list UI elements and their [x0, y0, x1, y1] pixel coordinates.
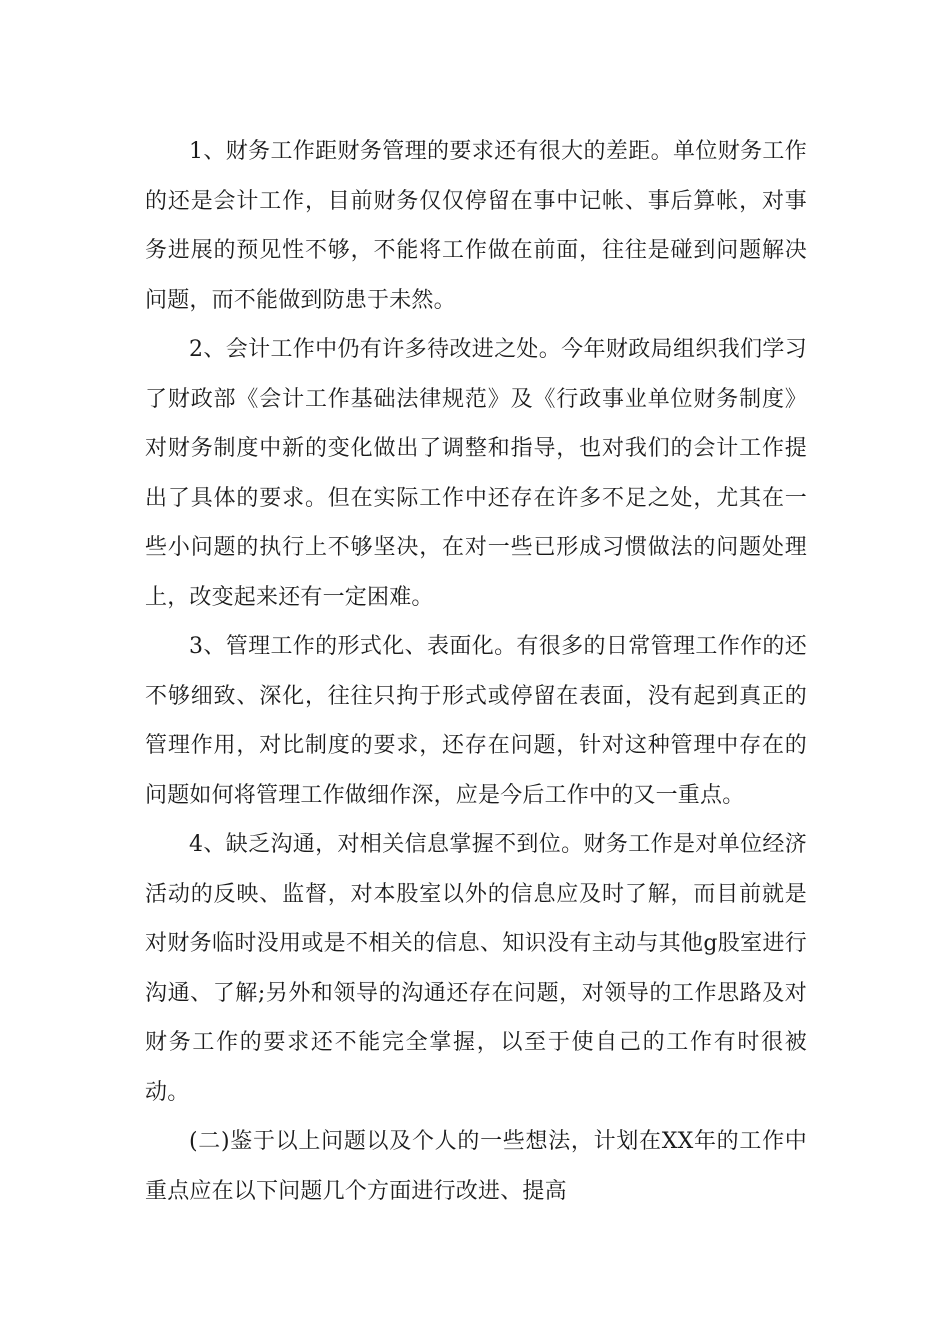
- paragraph-3: 3、管理工作的形式化、表面化。有很多的日常管理工作作的还不够细致、深化，往往只拘于形式或停留在表面，没有起到真正的管理作用，对比制度的要求，还存在问题，针对这种管理中存在的问题如何将管理工作做细作深，应是今后工作中的又一重点。: [145, 634, 807, 808]
- paragraph-2: 2、会计工作中仍有许多待改进之处。今年财政局组织我们学习了财政部《会计工作基础法律规范》及《行政事业单位财务制度》对财务制度中新的变化做出了调整和指导，也对我们的会计工作提出了具体的要求。但在实际工作中还存在许多不足之处，尤其在一些小问题的执行上不够坚决，在对一些已形成习惯做法的问题处理上，改变起来还有一定困难。: [145, 337, 807, 610]
- paragraph-5: (二)鉴于以上问题以及个人的一些想法，计划在XX年的工作中重点应在以下问题几个方面进行改进、提高: [145, 1129, 807, 1204]
- paragraph-4: 4、缺乏沟通，对相关信息掌握不到位。财务工作是对单位经济活动的反映、监督，对本股室以外的信息应及时了解，而目前就是对财务临时没用或是不相关的信息、知识没有主动与其他g股室进行沟通、了解;另外和领导的沟通还存在问题，对领导的工作思路及对财务工作的要求还不能完全掌握，以至于使自己的工作有时很被动。: [145, 832, 807, 1105]
- paragraph-1: 1、财务工作距财务管理的要求还有很大的差距。单位财务工作的还是会计工作，目前财务仅仅停留在事中记帐、事后算帐，对事务进展的预见性不够，不能将工作做在前面，往往是碰到问题解决问题，而不能做到防患于未然。: [145, 139, 807, 313]
- document-body: [145, 127, 807, 1216]
